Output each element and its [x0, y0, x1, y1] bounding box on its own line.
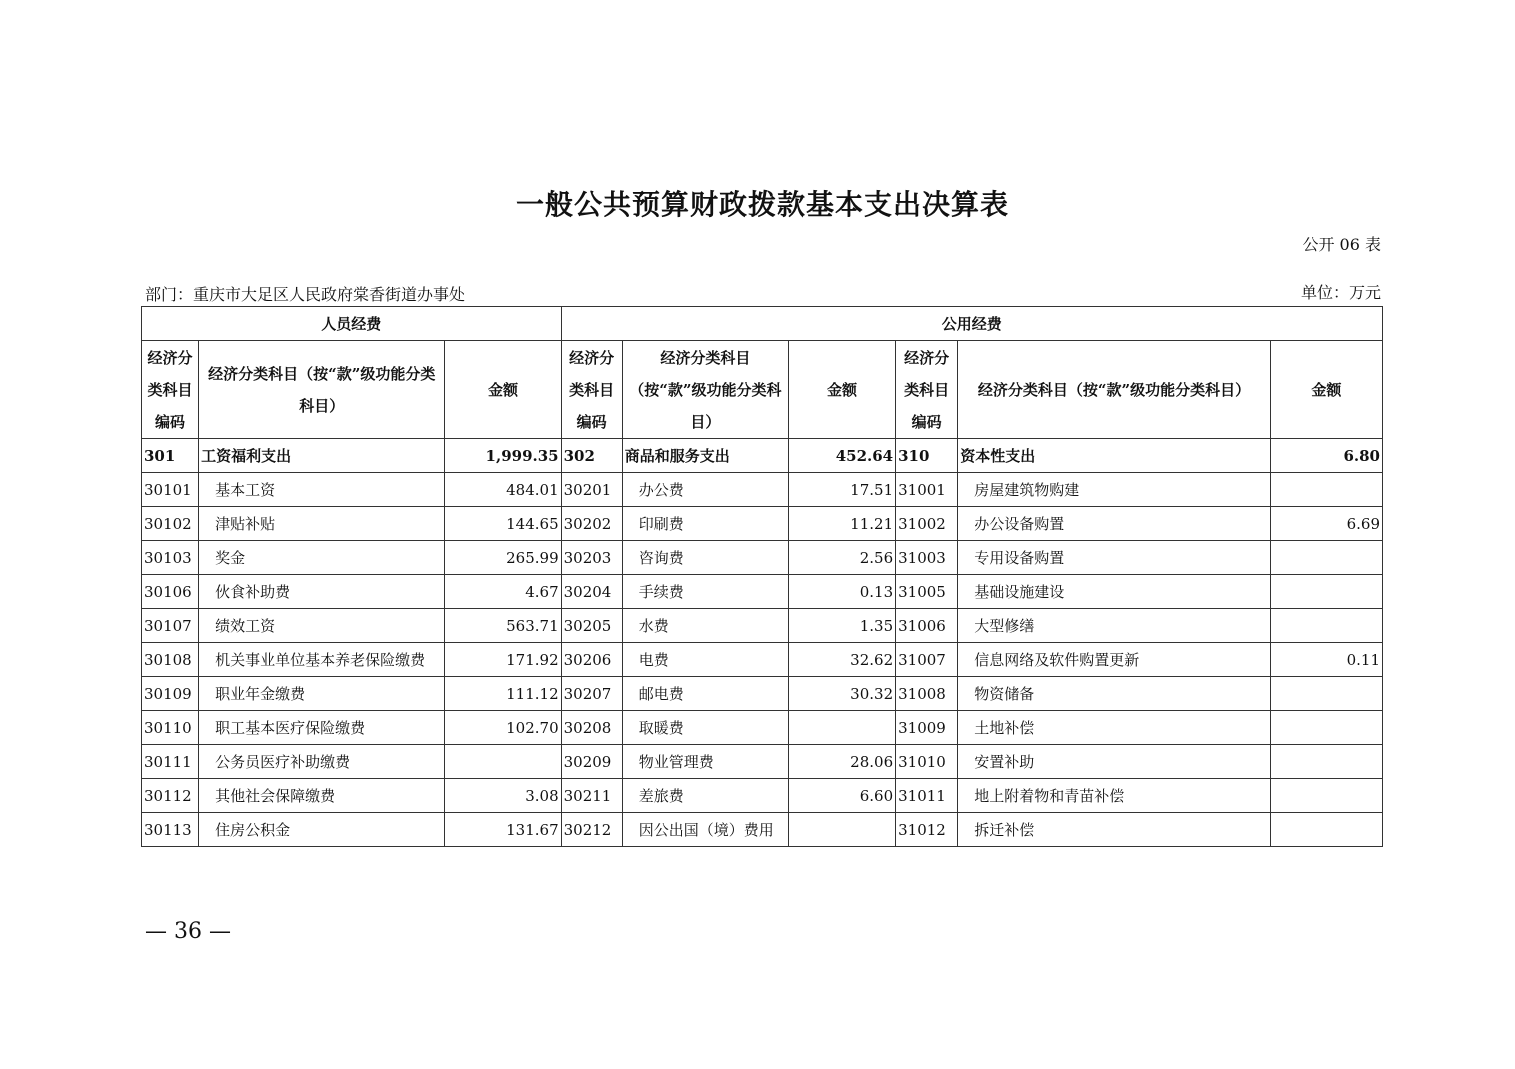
amount-cell: 6.69 — [1270, 507, 1382, 541]
name-cell: 其他社会保障缴费 — [199, 779, 445, 813]
amount-cell: 4.67 — [445, 575, 561, 609]
code-cell: 30112 — [142, 779, 199, 813]
code-cell: 31008 — [896, 677, 958, 711]
name-cell: 大型修缮 — [958, 609, 1270, 643]
code-cell: 30206 — [561, 643, 622, 677]
code-cell: 30211 — [561, 779, 622, 813]
code-cell: 310 — [896, 439, 958, 473]
amount-cell: 484.01 — [445, 473, 561, 507]
amount-cell: 111.12 — [445, 677, 561, 711]
name-cell: 房屋建筑物购建 — [958, 473, 1270, 507]
code-cell: 31010 — [896, 745, 958, 779]
name-cell: 机关事业单位基本养老保险缴费 — [199, 643, 445, 677]
amount-cell: 131.67 — [445, 813, 561, 847]
amount-cell — [788, 711, 895, 745]
name-cell: 职工基本医疗保险缴费 — [199, 711, 445, 745]
name-cell: 奖金 — [199, 541, 445, 575]
name-cell: 信息网络及软件购置更新 — [958, 643, 1270, 677]
amount-cell: 144.65 — [445, 507, 561, 541]
header-amount: 金额 — [788, 341, 895, 439]
group-header-row — [142, 307, 1383, 341]
name-cell: 商品和服务支出 — [622, 439, 788, 473]
amount-cell: 1,999.35 — [445, 439, 561, 473]
code-cell: 31006 — [896, 609, 958, 643]
table-row — [142, 541, 1383, 575]
header-code: 经济分类科目编码 — [896, 341, 958, 439]
amount-cell — [1270, 813, 1382, 847]
table-row — [142, 507, 1383, 541]
amount-cell: 6.80 — [1270, 439, 1382, 473]
name-cell: 工资福利支出 — [199, 439, 445, 473]
unit-label: 单位：万元 — [1300, 283, 1381, 302]
table-row — [142, 779, 1383, 813]
code-cell: 30204 — [561, 575, 622, 609]
name-cell: 基础设施建设 — [958, 575, 1270, 609]
amount-cell: 32.62 — [788, 643, 895, 677]
page-number: — 36 — — [145, 919, 231, 944]
code-cell: 31007 — [896, 643, 958, 677]
name-cell: 住房公积金 — [199, 813, 445, 847]
amount-cell — [1270, 541, 1382, 575]
amount-cell: 17.51 — [788, 473, 895, 507]
header-name: 经济分类科目（按“款”级功能分类科目） — [958, 341, 1270, 439]
name-cell: 印刷费 — [622, 507, 788, 541]
code-cell: 30110 — [142, 711, 199, 745]
name-cell: 伙食补助费 — [199, 575, 445, 609]
code-cell: 30205 — [561, 609, 622, 643]
amount-cell: 563.71 — [445, 609, 561, 643]
code-cell: 31011 — [896, 779, 958, 813]
department-label: 部门：重庆市大足区人民政府棠香街道办事处 — [145, 285, 466, 304]
header-code: 经济分类科目编码 — [561, 341, 622, 439]
amount-cell — [1270, 779, 1382, 813]
table-row — [142, 473, 1383, 507]
code-cell: 31001 — [896, 473, 958, 507]
name-cell: 电费 — [622, 643, 788, 677]
budget-table — [141, 306, 1383, 847]
amount-cell — [1270, 677, 1382, 711]
amount-cell: 452.64 — [788, 439, 895, 473]
amount-cell: 3.08 — [445, 779, 561, 813]
name-cell: 绩效工资 — [199, 609, 445, 643]
name-cell: 咨询费 — [622, 541, 788, 575]
amount-cell: 265.99 — [445, 541, 561, 575]
table-row — [142, 813, 1383, 847]
name-cell: 手续费 — [622, 575, 788, 609]
name-cell: 物资储备 — [958, 677, 1270, 711]
name-cell: 物业管理费 — [622, 745, 788, 779]
name-cell: 公务员医疗补助缴费 — [199, 745, 445, 779]
amount-cell: 0.11 — [1270, 643, 1382, 677]
header-name: 经济分类科目（按“款”级功能分类科目） — [622, 341, 788, 439]
code-cell: 30209 — [561, 745, 622, 779]
table-row — [142, 677, 1383, 711]
amount-cell — [788, 813, 895, 847]
name-cell: 办公设备购置 — [958, 507, 1270, 541]
name-cell: 安置补助 — [958, 745, 1270, 779]
group-personnel: 人员经费 — [142, 307, 562, 341]
amount-cell — [1270, 609, 1382, 643]
code-cell: 30102 — [142, 507, 199, 541]
table-row — [142, 745, 1383, 779]
name-cell: 水费 — [622, 609, 788, 643]
name-cell: 职业年金缴费 — [199, 677, 445, 711]
amount-cell — [1270, 745, 1382, 779]
amount-cell: 2.56 — [788, 541, 895, 575]
amount-cell: 6.60 — [788, 779, 895, 813]
code-cell: 31005 — [896, 575, 958, 609]
table-row — [142, 711, 1383, 745]
table-row — [142, 575, 1383, 609]
code-cell: 30106 — [142, 575, 199, 609]
amount-cell: 102.70 — [445, 711, 561, 745]
code-cell: 30203 — [561, 541, 622, 575]
name-cell: 因公出国（境）费用 — [622, 813, 788, 847]
amount-cell: 1.35 — [788, 609, 895, 643]
amount-cell: 11.21 — [788, 507, 895, 541]
amount-cell — [1270, 473, 1382, 507]
code-cell: 30208 — [561, 711, 622, 745]
code-cell: 30101 — [142, 473, 199, 507]
name-cell: 资本性支出 — [958, 439, 1270, 473]
code-cell: 30109 — [142, 677, 199, 711]
code-cell: 30103 — [142, 541, 199, 575]
code-cell: 31003 — [896, 541, 958, 575]
code-cell: 30111 — [142, 745, 199, 779]
name-cell: 取暖费 — [622, 711, 788, 745]
code-cell: 302 — [561, 439, 622, 473]
code-cell: 30108 — [142, 643, 199, 677]
amount-cell — [1270, 711, 1382, 745]
name-cell: 差旅费 — [622, 779, 788, 813]
code-cell: 31012 — [896, 813, 958, 847]
code-cell: 30113 — [142, 813, 199, 847]
table-row — [142, 643, 1383, 677]
code-cell: 30201 — [561, 473, 622, 507]
code-cell: 301 — [142, 439, 199, 473]
code-cell: 30202 — [561, 507, 622, 541]
page-title: 一般公共预算财政拨款基本支出决算表 — [515, 188, 1009, 221]
amount-cell — [1270, 575, 1382, 609]
code-cell: 30107 — [142, 609, 199, 643]
name-cell: 办公费 — [622, 473, 788, 507]
header-amount: 金额 — [1270, 341, 1382, 439]
name-cell: 土地补偿 — [958, 711, 1270, 745]
name-cell: 津贴补贴 — [199, 507, 445, 541]
code-cell: 30207 — [561, 677, 622, 711]
column-header-row — [142, 341, 1383, 439]
amount-cell: 28.06 — [788, 745, 895, 779]
header-name: 经济分类科目（按“款”级功能分类科目） — [199, 341, 445, 439]
header-amount: 金额 — [445, 341, 561, 439]
amount-cell — [445, 745, 561, 779]
name-cell: 拆迁补偿 — [958, 813, 1270, 847]
code-cell: 31009 — [896, 711, 958, 745]
form-number: 公开 06 表 — [1302, 235, 1381, 254]
name-cell: 地上附着物和青苗补偿 — [958, 779, 1270, 813]
amount-cell: 171.92 — [445, 643, 561, 677]
name-cell: 基本工资 — [199, 473, 445, 507]
amount-cell: 30.32 — [788, 677, 895, 711]
category-row — [142, 439, 1383, 473]
table-row — [142, 609, 1383, 643]
amount-cell: 0.13 — [788, 575, 895, 609]
group-public: 公用经费 — [561, 307, 1382, 341]
name-cell: 邮电费 — [622, 677, 788, 711]
name-cell: 专用设备购置 — [958, 541, 1270, 575]
code-cell: 30212 — [561, 813, 622, 847]
code-cell: 31002 — [896, 507, 958, 541]
header-code: 经济分类科目编码 — [142, 341, 199, 439]
